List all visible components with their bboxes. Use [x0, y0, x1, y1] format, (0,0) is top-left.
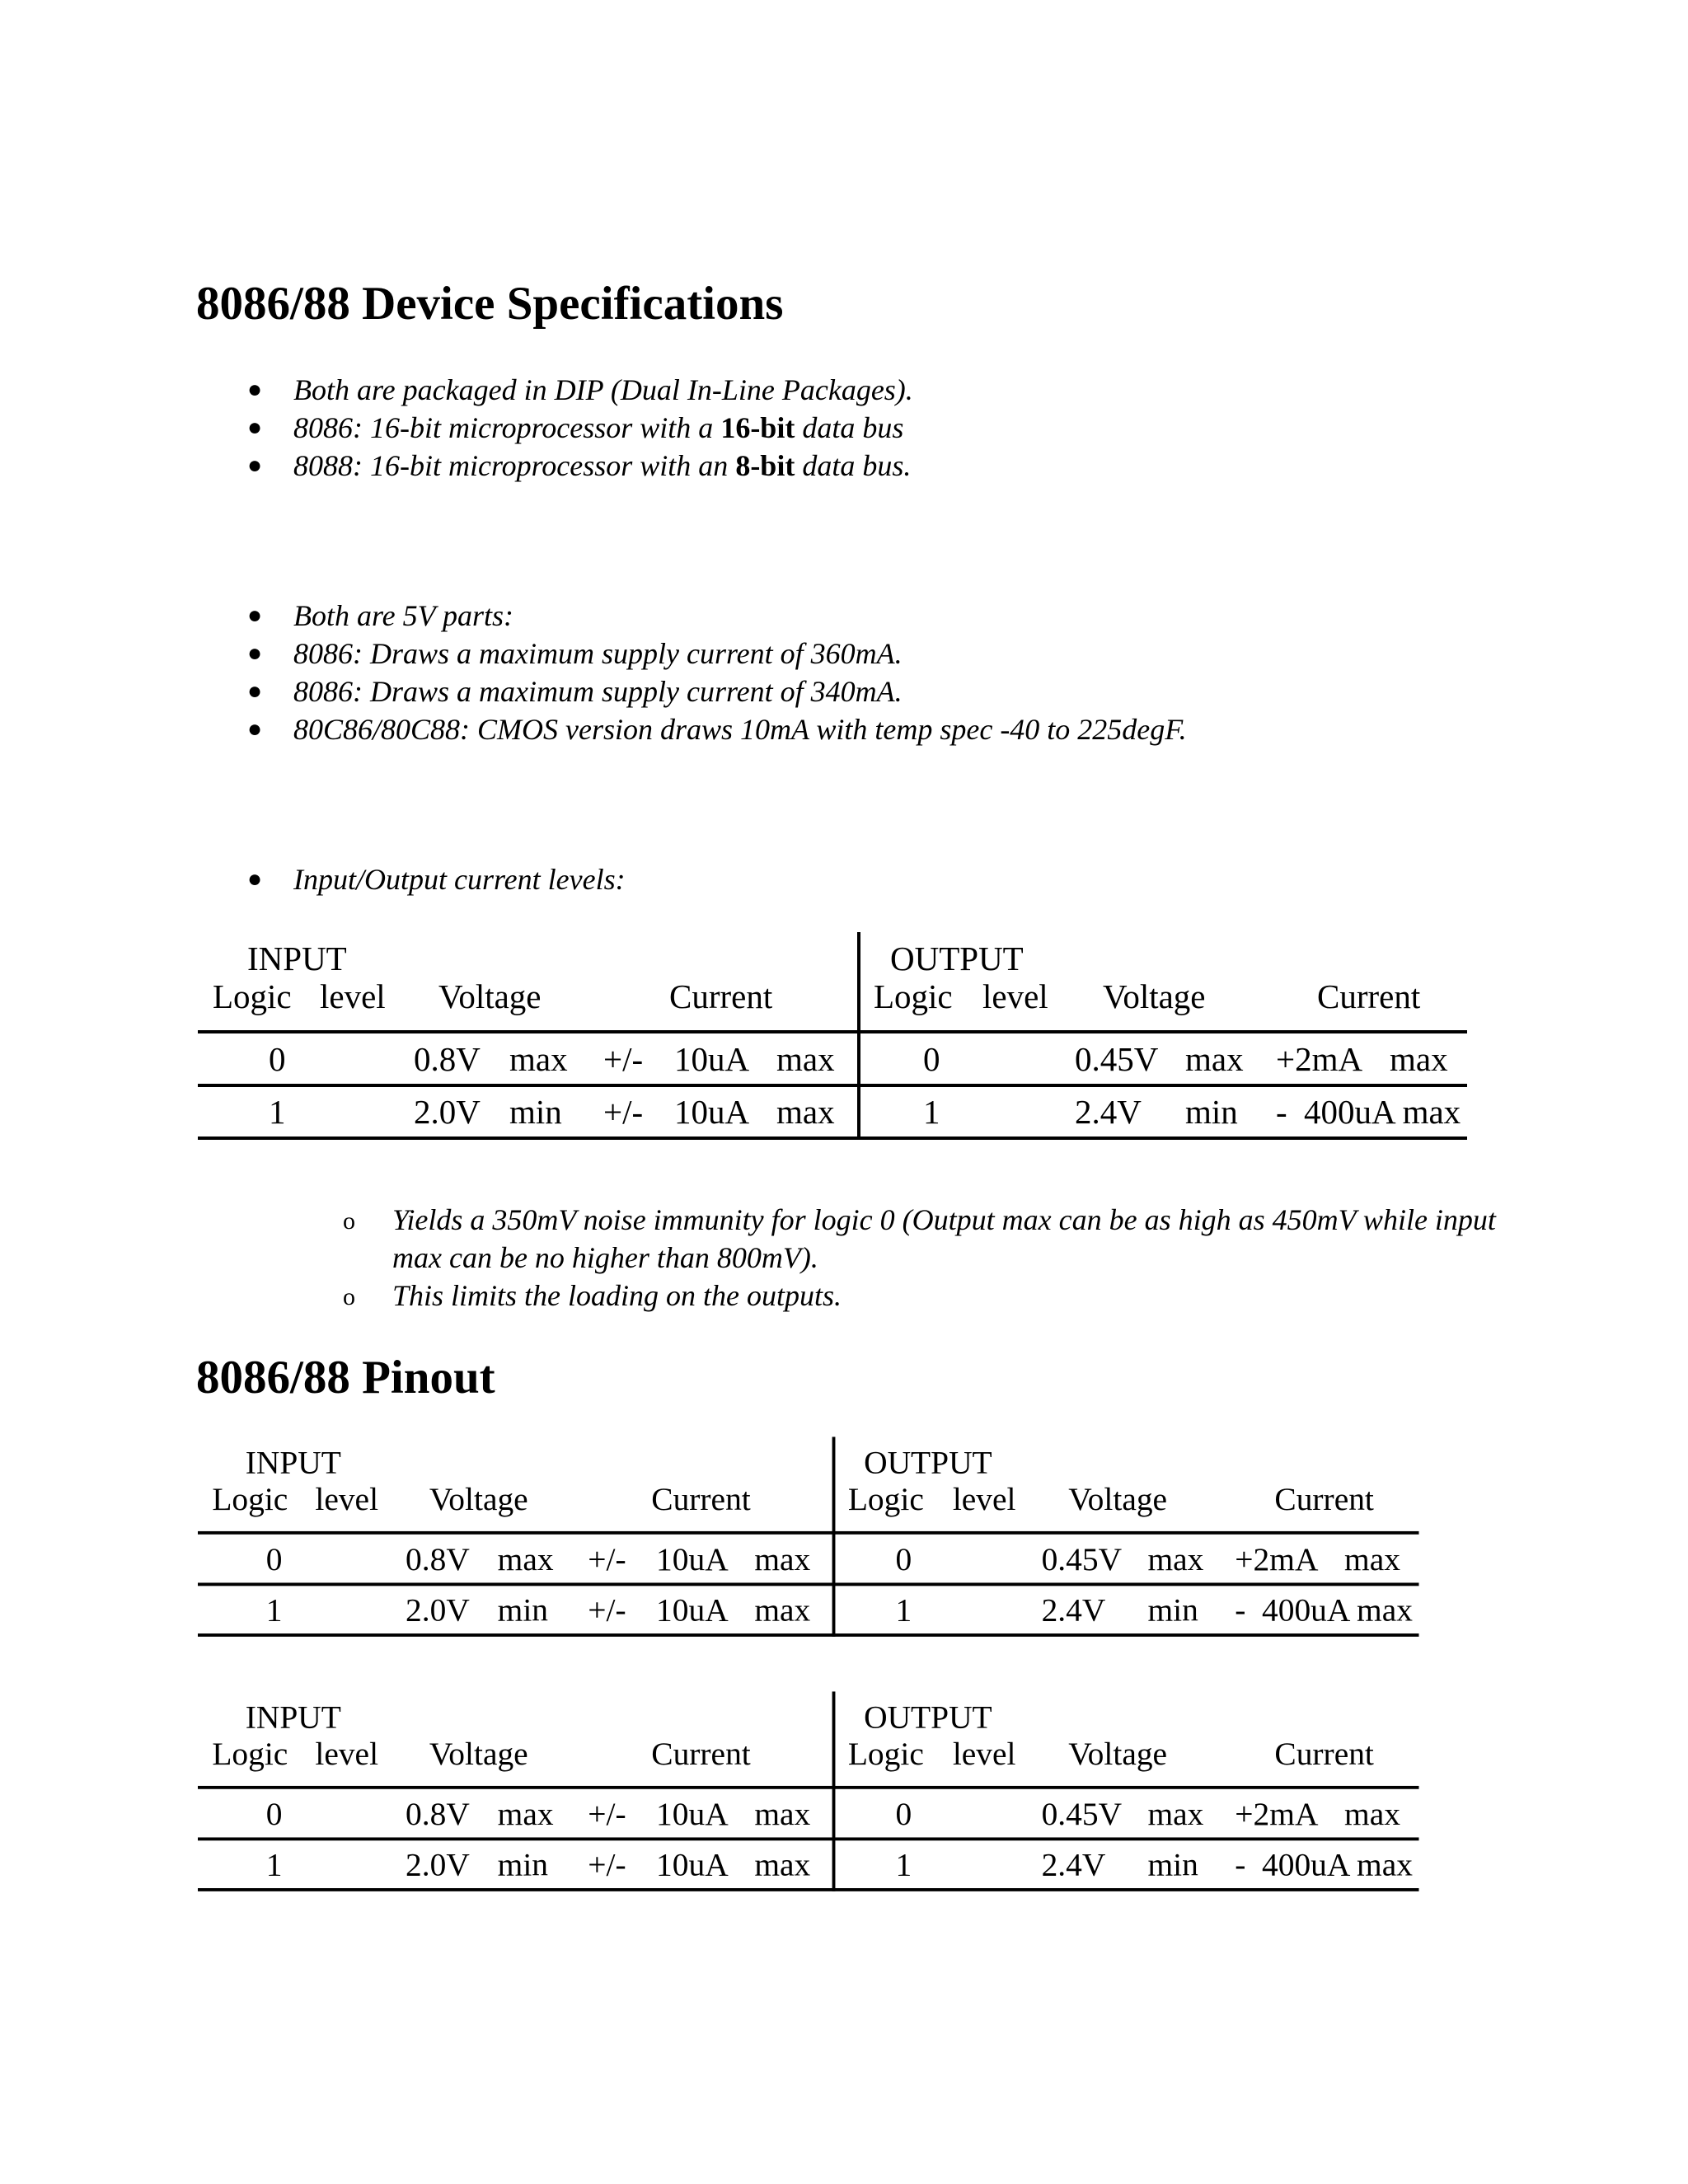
input-pm-cell: +/-: [588, 1846, 626, 1883]
table-rule-row: [198, 1084, 1467, 1087]
input-voltage-cell: 2.0V: [406, 1846, 470, 1883]
bullet-icon: ●: [247, 640, 263, 667]
input-current-unit: max: [776, 1040, 835, 1078]
input-voltage-header: Voltage: [438, 977, 542, 1015]
bullet-list-io: [247, 860, 626, 898]
list-item: ● 80C86/80C88: CMOS version draws 10mA with temp spec -40 to 225degF.: [293, 710, 1187, 748]
bullet-icon: ●: [247, 452, 263, 479]
input-level-header: level: [315, 1735, 379, 1772]
input-current-header: Current: [651, 1480, 751, 1517]
input-logic-cell: 1: [265, 1591, 283, 1629]
output-current-unit: 400uA max: [1304, 1093, 1461, 1131]
input-current-cell: 10uA: [656, 1846, 729, 1883]
input-pm-cell: +/-: [588, 1795, 626, 1832]
input-logic-cell: 0: [269, 1040, 286, 1078]
list-item: ● Input/Output current levels:: [293, 860, 626, 898]
output-label: OUTPUT: [890, 940, 1024, 977]
input-current-unit: max: [754, 1540, 811, 1577]
output-current-cell: +2mA: [1235, 1540, 1319, 1577]
input-voltage-unit: min: [509, 1093, 562, 1131]
output-level-header: level: [952, 1480, 1016, 1517]
bullet-list-packaging: [247, 371, 913, 485]
input-label: INPUT: [245, 1699, 341, 1736]
bullet-icon: ●: [247, 715, 263, 743]
input-current-cell: 10uA: [656, 1540, 729, 1577]
input-voltage-cell: 0.8V: [406, 1795, 470, 1832]
table-divider: [857, 932, 860, 1140]
input-current-unit: max: [754, 1846, 811, 1883]
output-current-cell: +2mA: [1235, 1795, 1319, 1832]
output-voltage-unit: min: [1147, 1846, 1198, 1883]
input-voltage-unit: min: [497, 1846, 549, 1883]
table-rule-row: [198, 1837, 1418, 1840]
table-rule-bottom: [198, 1137, 1467, 1140]
list-item: ● 8086: 16-bit microprocessor with a 16-bit data bus: [293, 409, 913, 447]
input-pm-cell: +/-: [603, 1040, 644, 1078]
output-voltage-cell: 0.45V: [1075, 1040, 1159, 1078]
input-logic-header: Logic: [212, 1480, 288, 1517]
list-item: o Yields a 350mV noise immunity for logic 0 (Output max can be as high as 450mV while input max can be no higher than 800mV).: [343, 1203, 1496, 1274]
input-logic-header: Logic: [213, 977, 292, 1015]
bullet-icon: ●: [247, 414, 263, 441]
output-current-cell: -: [1235, 1846, 1246, 1883]
input-voltage-cell: 2.0V: [406, 1591, 470, 1629]
input-pm-cell: +/-: [588, 1540, 626, 1577]
section-title-pinout: 8086/88 Pinout: [196, 1352, 495, 1404]
input-voltage-header: Voltage: [429, 1480, 528, 1517]
output-logic-cell: 0: [923, 1040, 940, 1078]
output-current-header: Current: [1274, 1735, 1374, 1772]
list-item: ● 8086: Draws a maximum supply current of 340mA.: [293, 673, 1187, 710]
input-logic-cell: 1: [265, 1846, 283, 1883]
table-rule-bottom: [198, 1888, 1418, 1891]
bullet-icon: ●: [247, 677, 263, 705]
output-logic-cell: 1: [895, 1591, 912, 1629]
input-voltage-cell: 2.0V: [414, 1093, 481, 1131]
circle-bullet-icon: o: [343, 1283, 355, 1310]
input-logic-cell: 1: [269, 1093, 286, 1131]
output-current-unit: max: [1344, 1540, 1400, 1577]
table-rule-bottom: [198, 1633, 1418, 1637]
output-current-unit: 400uA max: [1262, 1846, 1413, 1883]
input-current-cell: 10uA: [656, 1591, 729, 1629]
list-item: ● Both are packaged in DIP (Dual In-Line Packages).: [293, 371, 913, 409]
output-label: OUTPUT: [864, 1444, 992, 1481]
list-item: ● Both are 5V parts:: [293, 597, 1187, 635]
input-pm-cell: +/-: [603, 1093, 644, 1131]
output-current-cell: -: [1276, 1093, 1287, 1131]
list-item: ● 8088: 16-bit microprocessor with an 8-bit data bus.: [293, 447, 913, 485]
table-rule-row: [198, 1582, 1418, 1586]
bullet-icon: ●: [247, 376, 263, 403]
output-current-header: Current: [1317, 977, 1421, 1015]
output-current-header: Current: [1274, 1480, 1374, 1517]
output-current-cell: +2mA: [1276, 1040, 1363, 1078]
table-rule-header: [198, 1531, 1418, 1535]
output-logic-cell: 0: [895, 1795, 912, 1832]
input-voltage-unit: max: [509, 1040, 568, 1078]
input-logic-cell: 0: [265, 1540, 283, 1577]
input-level-header: level: [315, 1480, 379, 1517]
bullet-list-power: [247, 597, 1187, 748]
input-logic-cell: 0: [265, 1795, 283, 1832]
output-voltage-cell: 2.4V: [1041, 1846, 1106, 1883]
output-voltage-unit: max: [1147, 1795, 1204, 1832]
output-voltage-cell: 0.45V: [1041, 1795, 1123, 1832]
output-logic-cell: 1: [895, 1846, 912, 1883]
circle-bullet-icon: o: [343, 1207, 355, 1235]
output-logic-header: Logic: [874, 977, 953, 1015]
input-voltage-unit: max: [497, 1540, 554, 1577]
input-voltage-cell: 0.8V: [406, 1540, 470, 1577]
output-current-unit: 400uA max: [1262, 1591, 1413, 1629]
output-voltage-unit: max: [1147, 1540, 1204, 1577]
output-voltage-unit: min: [1185, 1093, 1238, 1131]
list-item: o This limits the loading on the outputs.: [392, 1277, 1497, 1315]
input-current-unit: max: [776, 1093, 835, 1131]
input-label: INPUT: [245, 1444, 341, 1481]
output-current-cell: -: [1235, 1591, 1246, 1629]
output-logic-cell: 0: [895, 1540, 912, 1577]
input-label: INPUT: [247, 940, 347, 977]
bullet-icon: ●: [247, 865, 263, 893]
input-pm-cell: +/-: [588, 1591, 626, 1629]
input-logic-header: Logic: [212, 1735, 288, 1772]
section-title-specifications: 8086/88 Device Specifications: [196, 278, 784, 330]
sub-bullet-list: [343, 1201, 1497, 1315]
input-current-header: Current: [651, 1735, 751, 1772]
input-voltage-unit: min: [497, 1591, 549, 1629]
input-level-header: level: [320, 977, 386, 1015]
output-voltage-header: Voltage: [1068, 1480, 1168, 1517]
input-voltage-unit: max: [497, 1795, 554, 1832]
table-rule-header: [198, 1786, 1418, 1789]
output-voltage-cell: 2.4V: [1075, 1093, 1142, 1131]
output-current-unit: max: [1344, 1795, 1400, 1832]
input-current-cell: 10uA: [674, 1040, 750, 1078]
output-voltage-unit: min: [1147, 1591, 1198, 1629]
output-level-header: level: [952, 1735, 1016, 1772]
input-current-cell: 10uA: [674, 1093, 750, 1131]
input-current-header: Current: [669, 977, 773, 1015]
input-voltage-cell: 0.8V: [414, 1040, 481, 1078]
output-voltage-header: Voltage: [1103, 977, 1206, 1015]
table-divider: [832, 1436, 836, 1636]
output-level-header: level: [982, 977, 1048, 1015]
table-rule-header: [198, 1030, 1467, 1033]
bullet-icon: ●: [247, 602, 263, 629]
output-voltage-unit: max: [1185, 1040, 1244, 1078]
table-divider: [832, 1691, 836, 1891]
output-voltage-cell: 2.4V: [1041, 1591, 1106, 1629]
input-current-unit: max: [754, 1795, 811, 1832]
output-voltage-cell: 0.45V: [1041, 1540, 1123, 1577]
output-current-unit: max: [1390, 1040, 1448, 1078]
input-current-cell: 10uA: [656, 1795, 729, 1832]
output-label: OUTPUT: [864, 1699, 992, 1736]
output-logic-header: Logic: [847, 1480, 924, 1517]
output-logic-header: Logic: [847, 1735, 924, 1772]
output-voltage-header: Voltage: [1068, 1735, 1168, 1772]
output-logic-cell: 1: [923, 1093, 940, 1131]
list-item: ● 8086: Draws a maximum supply current of 360mA.: [293, 635, 1187, 673]
input-current-unit: max: [754, 1591, 811, 1629]
input-voltage-header: Voltage: [429, 1735, 528, 1772]
